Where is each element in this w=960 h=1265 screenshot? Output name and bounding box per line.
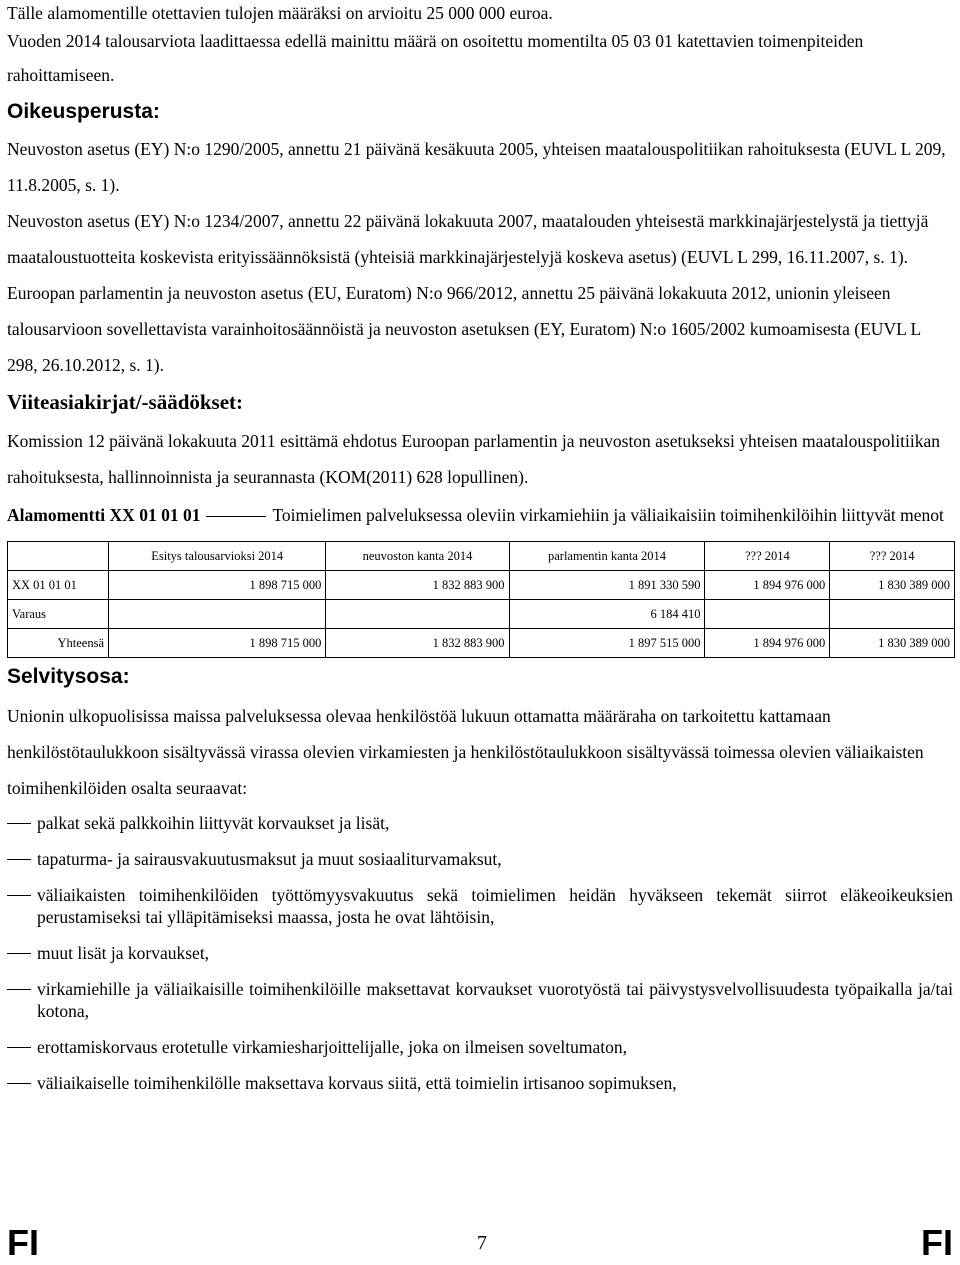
table-cell: Varaus [8, 600, 109, 629]
table-cell: Yhteensä [8, 629, 109, 658]
subitem-title [7, 497, 953, 533]
paragraph-income-estimate: Tälle alamomentille otettavien tulojen määräksi on arvioitu 25 000 000 euroa. [7, 3, 553, 23]
table-header-cell: ??? 2014 [705, 542, 830, 571]
table-cell: 1 898 715 000 [109, 629, 326, 658]
table-header-row [8, 542, 955, 571]
table-cell: 1 832 883 900 [326, 571, 509, 600]
explanation-list [7, 812, 953, 1094]
page-number: 7 [477, 1232, 487, 1254]
subitem-code: Alamomentti XX 01 01 01 [7, 505, 201, 525]
table-cell: 1 830 389 000 [830, 629, 955, 658]
budget-table [7, 541, 955, 658]
table-cell: XX 01 01 01 [8, 571, 109, 600]
list-item: muut lisät ja korvaukset, [7, 942, 953, 964]
explanation-intro: Unionin ulkopuolisissa maissa palveluksessa olevaa henkilöstöä lukuun ottamatta määräraha on tarkoitettu kattamaan henkilöstötaulukkoon sisältyvässä virassa olevien virkamiesten ja henkilöstötaulukkoon sisältyvässä toimessa olevien väliaikaisten toimihenkilöiden osalta seuraavat: [7, 706, 924, 798]
explanation-heading: Selvitysosa: [7, 665, 130, 688]
legal-basis-item-1: Neuvoston asetus (EY) N:o 1290/2005, annettu 21 päivänä kesäkuuta 2005, yhteisen maatalouspolitiikan rahoituksesta (EUVL L 209, 11.8.2005, s. 1). [7, 139, 946, 195]
list-item: väliaikaisten toimihenkilöiden työttömyysvakuutus sekä toimielimen heidän hyväkseen tekemät siirrot eläkeoikeuksien perustamiseksi tai ylläpitämiseksi maassa, josta he ovat lähtöisin, [7, 884, 953, 928]
table-cell: 1 832 883 900 [326, 629, 509, 658]
subitem-title-text: Toimielimen palveluksessa oleviin virkamiehiin ja väliaikaisiin toimihenkilöihin liittyvät menot [272, 505, 944, 525]
em-dash [206, 516, 266, 517]
list-item: tapaturma- ja sairausvakuutusmaksut ja muut sosiaaliturvamaksut, [7, 848, 953, 870]
list-item: väliaikaiselle toimihenkilölle maksettava korvaus siitä, että toimielin irtisanoo sopimuksen, [7, 1072, 953, 1094]
legal-basis-item-2: Neuvoston asetus (EY) N:o 1234/2007, annettu 22 päivänä lokakuuta 2007, maatalouden yhteisestä markkinajärjestelystä ja tiettyjä maataloustuotteita koskevista erityissäännöksistä (yhteisiä markkinajärjestelyjä koskeva asetus) (EUVL L 299, 16.11.2007, s. 1). [7, 211, 929, 267]
table-cell: 1 898 715 000 [109, 571, 326, 600]
references-text: Komission 12 päivänä lokakuuta 2011 esittämä ehdotus Euroopan parlamentin ja neuvoston asetukseksi yhteisen maatalouspolitiikan rahoituksesta, hallinnoinnista ja seurannasta (KOM(2011) 628 lopullinen). [7, 431, 940, 487]
table-header-cell: Esitys talousarvioksi 2014 [109, 542, 326, 571]
list-item: palkat sekä palkkoihin liittyvät korvaukset ja lisät, [7, 812, 953, 834]
legal-basis-item-3: Euroopan parlamentin ja neuvoston asetus (EU, Euratom) N:o 966/2012, annettu 25 päivänä lokakuuta 2012, unionin yleiseen talousarvioon sovellettavista varainhoitosäännöistä ja neuvoston asetuksen (EY, Euratom) N:o 1605/2002 kumoamisesta (EUVL L 298, 26.10.2012, s. 1). [7, 283, 921, 375]
table-cell: 1 830 389 000 [830, 571, 955, 600]
paragraph-budget-note: Vuoden 2014 talousarviota laadittaessa edellä mainittu määrä on osoitettu momentilta 05 03 01 katettavien toimenpiteiden rahoittamiseen. [7, 31, 864, 85]
table-header-cell: neuvoston kanta 2014 [326, 542, 509, 571]
table-header-cell [8, 542, 109, 571]
legal-basis-heading: Oikeusperusta: [7, 100, 160, 123]
page-footer [7, 1222, 953, 1262]
table-cell [326, 600, 509, 629]
table-cell: 1 891 330 590 [509, 571, 705, 600]
language-code-left: FI [7, 1222, 39, 1263]
table-cell: 6 184 410 [509, 600, 705, 629]
table-row [8, 571, 955, 600]
table-cell: 1 894 976 000 [705, 571, 830, 600]
list-item: virkamiehille ja väliaikaisille toimihenkilöille maksettavat korvaukset vuorotyöstä tai päivystysvelvollisuudesta työpaikalla ja/tai kotona, [7, 978, 953, 1022]
table-cell [830, 600, 955, 629]
table-header-cell: parlamentin kanta 2014 [509, 542, 705, 571]
references-heading: Viiteasiakirjat/-säädökset: [7, 390, 244, 414]
document-page [7, 0, 953, 1108]
table-row [8, 600, 955, 629]
language-code-right: FI [921, 1222, 953, 1263]
table-row [8, 629, 955, 658]
table-cell: 1 897 515 000 [509, 629, 705, 658]
table-cell [705, 600, 830, 629]
table-cell [109, 600, 326, 629]
table-cell: 1 894 976 000 [705, 629, 830, 658]
list-item: erottamiskorvaus erotetulle virkamiesharjoittelijalle, joka on ilmeisen soveltumaton, [7, 1036, 953, 1058]
table-header-cell: ??? 2014 [830, 542, 955, 571]
